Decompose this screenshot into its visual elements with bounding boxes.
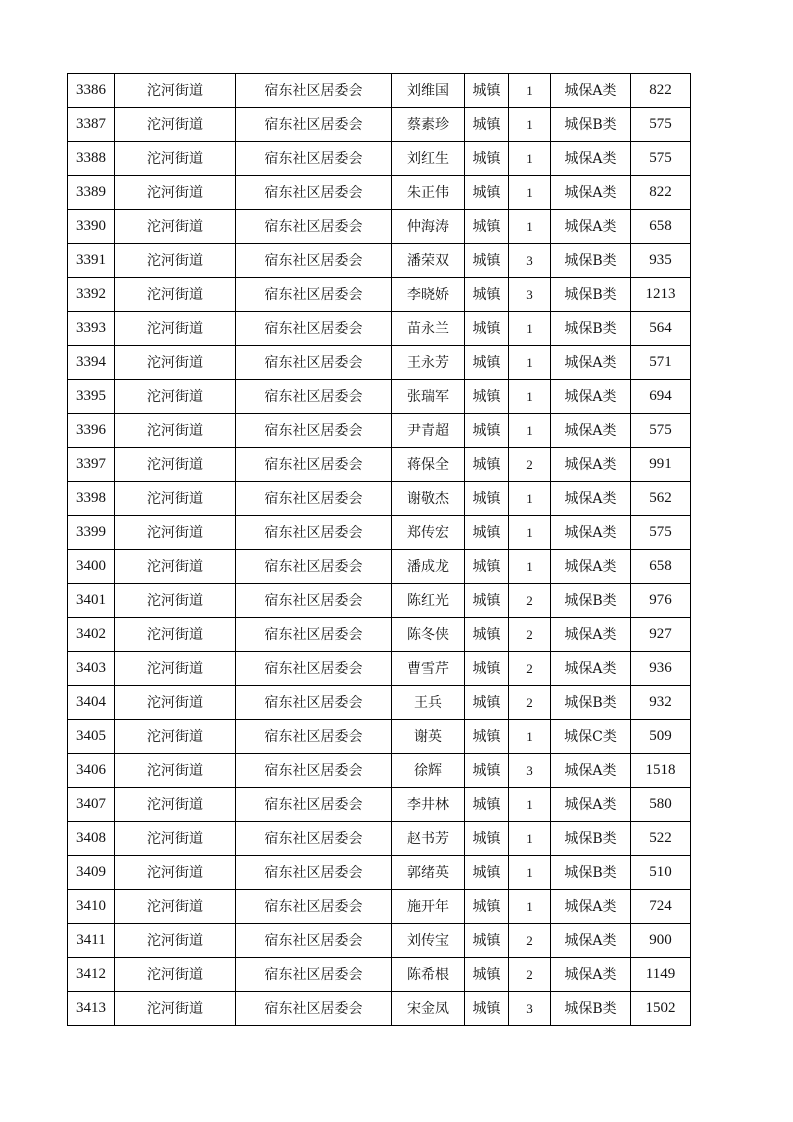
cell-area-type: 城镇	[465, 142, 509, 176]
cell-community: 宿东社区居委会	[236, 346, 392, 380]
cell-community: 宿东社区居委会	[236, 958, 392, 992]
cell-row-number: 3395	[68, 380, 115, 414]
cell-household-count: 1	[509, 108, 551, 142]
table-row	[68, 278, 691, 312]
cell-name: 李井林	[392, 788, 465, 822]
cell-household-count: 1	[509, 788, 551, 822]
cell-area-type: 城镇	[465, 210, 509, 244]
cell-category: 城保A类	[551, 958, 631, 992]
cell-street: 沱河街道	[115, 448, 236, 482]
cell-street: 沱河街道	[115, 74, 236, 108]
cell-community: 宿东社区居委会	[236, 74, 392, 108]
cell-community: 宿东社区居委会	[236, 584, 392, 618]
cell-row-number: 3411	[68, 924, 115, 958]
cell-row-number: 3402	[68, 618, 115, 652]
cell-community: 宿东社区居委会	[236, 788, 392, 822]
cell-household-count: 2	[509, 652, 551, 686]
cell-household-count: 2	[509, 924, 551, 958]
table-row	[68, 652, 691, 686]
cell-row-number: 3389	[68, 176, 115, 210]
cell-area-type: 城镇	[465, 550, 509, 584]
cell-amount: 976	[631, 584, 691, 618]
table-row	[68, 720, 691, 754]
cell-area-type: 城镇	[465, 482, 509, 516]
cell-category: 城保B类	[551, 686, 631, 720]
cell-category: 城保A类	[551, 550, 631, 584]
cell-amount: 580	[631, 788, 691, 822]
cell-amount: 575	[631, 142, 691, 176]
cell-category: 城保B类	[551, 244, 631, 278]
cell-amount: 935	[631, 244, 691, 278]
cell-category: 城保A类	[551, 380, 631, 414]
cell-community: 宿东社区居委会	[236, 686, 392, 720]
cell-community: 宿东社区居委会	[236, 516, 392, 550]
cell-area-type: 城镇	[465, 958, 509, 992]
cell-category: 城保A类	[551, 924, 631, 958]
cell-category: 城保A类	[551, 788, 631, 822]
cell-community: 宿东社区居委会	[236, 924, 392, 958]
cell-area-type: 城镇	[465, 176, 509, 210]
cell-row-number: 3405	[68, 720, 115, 754]
cell-category: 城保A类	[551, 516, 631, 550]
table-row	[68, 958, 691, 992]
cell-street: 沱河街道	[115, 550, 236, 584]
cell-name: 宋金凤	[392, 992, 465, 1026]
table-row	[68, 686, 691, 720]
cell-name: 蔡素珍	[392, 108, 465, 142]
cell-amount: 1518	[631, 754, 691, 788]
cell-street: 沱河街道	[115, 822, 236, 856]
cell-household-count: 1	[509, 312, 551, 346]
cell-amount: 658	[631, 550, 691, 584]
cell-row-number: 3404	[68, 686, 115, 720]
cell-name: 刘维国	[392, 74, 465, 108]
cell-household-count: 2	[509, 958, 551, 992]
table-row	[68, 584, 691, 618]
cell-area-type: 城镇	[465, 652, 509, 686]
cell-area-type: 城镇	[465, 244, 509, 278]
table-row	[68, 448, 691, 482]
cell-street: 沱河街道	[115, 482, 236, 516]
cell-category: 城保A类	[551, 142, 631, 176]
cell-household-count: 3	[509, 992, 551, 1026]
cell-street: 沱河街道	[115, 312, 236, 346]
cell-street: 沱河街道	[115, 142, 236, 176]
cell-category: 城保A类	[551, 414, 631, 448]
cell-name: 刘传宝	[392, 924, 465, 958]
cell-name: 仲海涛	[392, 210, 465, 244]
table-row	[68, 516, 691, 550]
cell-category: 城保A类	[551, 74, 631, 108]
cell-name: 赵书芳	[392, 822, 465, 856]
cell-household-count: 1	[509, 74, 551, 108]
cell-area-type: 城镇	[465, 380, 509, 414]
cell-street: 沱河街道	[115, 618, 236, 652]
cell-category: 城保A类	[551, 652, 631, 686]
cell-category: 城保C类	[551, 720, 631, 754]
cell-street: 沱河街道	[115, 414, 236, 448]
cell-community: 宿东社区居委会	[236, 550, 392, 584]
cell-category: 城保A类	[551, 754, 631, 788]
cell-category: 城保B类	[551, 584, 631, 618]
cell-community: 宿东社区居委会	[236, 754, 392, 788]
cell-row-number: 3410	[68, 890, 115, 924]
cell-amount: 694	[631, 380, 691, 414]
cell-community: 宿东社区居委会	[236, 176, 392, 210]
cell-street: 沱河街道	[115, 652, 236, 686]
cell-amount: 936	[631, 652, 691, 686]
table-row	[68, 992, 691, 1026]
cell-name: 谢敬杰	[392, 482, 465, 516]
cell-amount: 575	[631, 414, 691, 448]
cell-area-type: 城镇	[465, 618, 509, 652]
cell-street: 沱河街道	[115, 210, 236, 244]
cell-household-count: 1	[509, 176, 551, 210]
cell-name: 潘成龙	[392, 550, 465, 584]
cell-household-count: 1	[509, 482, 551, 516]
cell-name: 郑传宏	[392, 516, 465, 550]
cell-community: 宿东社区居委会	[236, 278, 392, 312]
cell-category: 城保A类	[551, 890, 631, 924]
cell-name: 施开年	[392, 890, 465, 924]
cell-street: 沱河街道	[115, 992, 236, 1026]
cell-amount: 510	[631, 856, 691, 890]
cell-category: 城保A类	[551, 448, 631, 482]
cell-row-number: 3407	[68, 788, 115, 822]
cell-amount: 927	[631, 618, 691, 652]
cell-community: 宿东社区居委会	[236, 890, 392, 924]
cell-category: 城保B类	[551, 856, 631, 890]
cell-row-number: 3391	[68, 244, 115, 278]
cell-row-number: 3386	[68, 74, 115, 108]
table-row	[68, 210, 691, 244]
cell-household-count: 2	[509, 584, 551, 618]
cell-category: 城保B类	[551, 992, 631, 1026]
cell-row-number: 3398	[68, 482, 115, 516]
cell-row-number: 3400	[68, 550, 115, 584]
table-row	[68, 924, 691, 958]
table-row	[68, 618, 691, 652]
cell-amount: 564	[631, 312, 691, 346]
cell-category: 城保A类	[551, 176, 631, 210]
cell-area-type: 城镇	[465, 788, 509, 822]
cell-household-count: 1	[509, 346, 551, 380]
cell-name: 陈希根	[392, 958, 465, 992]
cell-street: 沱河街道	[115, 924, 236, 958]
cell-household-count: 1	[509, 550, 551, 584]
cell-row-number: 3388	[68, 142, 115, 176]
cell-area-type: 城镇	[465, 890, 509, 924]
cell-name: 徐辉	[392, 754, 465, 788]
cell-household-count: 2	[509, 448, 551, 482]
cell-name: 陈冬侠	[392, 618, 465, 652]
table-row	[68, 482, 691, 516]
cell-name: 张瑞军	[392, 380, 465, 414]
cell-name: 曹雪芹	[392, 652, 465, 686]
cell-row-number: 3413	[68, 992, 115, 1026]
cell-row-number: 3390	[68, 210, 115, 244]
cell-community: 宿东社区居委会	[236, 142, 392, 176]
cell-area-type: 城镇	[465, 856, 509, 890]
cell-household-count: 2	[509, 618, 551, 652]
cell-amount: 991	[631, 448, 691, 482]
cell-amount: 822	[631, 74, 691, 108]
cell-community: 宿东社区居委会	[236, 244, 392, 278]
cell-amount: 575	[631, 516, 691, 550]
cell-area-type: 城镇	[465, 584, 509, 618]
cell-household-count: 3	[509, 754, 551, 788]
cell-row-number: 3408	[68, 822, 115, 856]
cell-area-type: 城镇	[465, 312, 509, 346]
cell-amount: 900	[631, 924, 691, 958]
cell-name: 郭绪英	[392, 856, 465, 890]
cell-community: 宿东社区居委会	[236, 380, 392, 414]
cell-area-type: 城镇	[465, 108, 509, 142]
cell-street: 沱河街道	[115, 516, 236, 550]
cell-name: 蒋保全	[392, 448, 465, 482]
cell-category: 城保A类	[551, 346, 631, 380]
cell-street: 沱河街道	[115, 890, 236, 924]
cell-amount: 571	[631, 346, 691, 380]
cell-community: 宿东社区居委会	[236, 108, 392, 142]
cell-name: 李晓娇	[392, 278, 465, 312]
cell-street: 沱河街道	[115, 346, 236, 380]
cell-amount: 932	[631, 686, 691, 720]
table-row	[68, 890, 691, 924]
cell-amount: 575	[631, 108, 691, 142]
cell-community: 宿东社区居委会	[236, 822, 392, 856]
cell-name: 苗永兰	[392, 312, 465, 346]
cell-area-type: 城镇	[465, 346, 509, 380]
table-row	[68, 788, 691, 822]
cell-area-type: 城镇	[465, 278, 509, 312]
cell-category: 城保A类	[551, 210, 631, 244]
cell-area-type: 城镇	[465, 822, 509, 856]
cell-row-number: 3397	[68, 448, 115, 482]
cell-row-number: 3412	[68, 958, 115, 992]
cell-community: 宿东社区居委会	[236, 312, 392, 346]
cell-household-count: 1	[509, 380, 551, 414]
cell-category: 城保B类	[551, 822, 631, 856]
table-body	[68, 74, 691, 1026]
cell-street: 沱河街道	[115, 958, 236, 992]
cell-area-type: 城镇	[465, 992, 509, 1026]
cell-street: 沱河街道	[115, 788, 236, 822]
cell-amount: 509	[631, 720, 691, 754]
cell-street: 沱河街道	[115, 720, 236, 754]
cell-street: 沱河街道	[115, 686, 236, 720]
table-row	[68, 414, 691, 448]
cell-area-type: 城镇	[465, 414, 509, 448]
cell-category: 城保B类	[551, 278, 631, 312]
cell-street: 沱河街道	[115, 380, 236, 414]
cell-row-number: 3403	[68, 652, 115, 686]
cell-amount: 658	[631, 210, 691, 244]
cell-household-count: 1	[509, 890, 551, 924]
cell-household-count: 1	[509, 210, 551, 244]
cell-household-count: 2	[509, 686, 551, 720]
cell-street: 沱河街道	[115, 754, 236, 788]
cell-area-type: 城镇	[465, 74, 509, 108]
cell-category: 城保A类	[551, 618, 631, 652]
table-row	[68, 244, 691, 278]
data-table	[67, 73, 691, 1026]
cell-household-count: 1	[509, 414, 551, 448]
table-row	[68, 856, 691, 890]
cell-row-number: 3406	[68, 754, 115, 788]
cell-community: 宿东社区居委会	[236, 652, 392, 686]
cell-amount: 724	[631, 890, 691, 924]
cell-category: 城保B类	[551, 312, 631, 346]
cell-name: 刘红生	[392, 142, 465, 176]
cell-area-type: 城镇	[465, 448, 509, 482]
cell-community: 宿东社区居委会	[236, 992, 392, 1026]
table-row	[68, 550, 691, 584]
cell-name: 朱正伟	[392, 176, 465, 210]
cell-household-count: 3	[509, 278, 551, 312]
table-row	[68, 380, 691, 414]
cell-category: 城保A类	[551, 482, 631, 516]
cell-name: 王永芳	[392, 346, 465, 380]
cell-amount: 522	[631, 822, 691, 856]
cell-community: 宿东社区居委会	[236, 856, 392, 890]
cell-community: 宿东社区居委会	[236, 210, 392, 244]
cell-name: 王兵	[392, 686, 465, 720]
cell-amount: 1213	[631, 278, 691, 312]
cell-household-count: 3	[509, 244, 551, 278]
cell-community: 宿东社区居委会	[236, 414, 392, 448]
cell-street: 沱河街道	[115, 278, 236, 312]
cell-amount: 1149	[631, 958, 691, 992]
table-row	[68, 822, 691, 856]
table-row	[68, 108, 691, 142]
cell-area-type: 城镇	[465, 720, 509, 754]
cell-area-type: 城镇	[465, 924, 509, 958]
cell-row-number: 3399	[68, 516, 115, 550]
cell-area-type: 城镇	[465, 686, 509, 720]
cell-community: 宿东社区居委会	[236, 720, 392, 754]
table-row	[68, 142, 691, 176]
cell-household-count: 1	[509, 822, 551, 856]
cell-row-number: 3387	[68, 108, 115, 142]
cell-name: 陈红光	[392, 584, 465, 618]
table-row	[68, 74, 691, 108]
cell-community: 宿东社区居委会	[236, 482, 392, 516]
cell-area-type: 城镇	[465, 516, 509, 550]
cell-name: 谢英	[392, 720, 465, 754]
table-row	[68, 176, 691, 210]
cell-row-number: 3401	[68, 584, 115, 618]
cell-amount: 822	[631, 176, 691, 210]
cell-street: 沱河街道	[115, 108, 236, 142]
cell-amount: 1502	[631, 992, 691, 1026]
cell-household-count: 1	[509, 856, 551, 890]
cell-household-count: 1	[509, 516, 551, 550]
cell-row-number: 3409	[68, 856, 115, 890]
cell-community: 宿东社区居委会	[236, 448, 392, 482]
cell-row-number: 3392	[68, 278, 115, 312]
cell-community: 宿东社区居委会	[236, 618, 392, 652]
cell-name: 潘荣双	[392, 244, 465, 278]
table-row	[68, 312, 691, 346]
cell-household-count: 1	[509, 142, 551, 176]
cell-street: 沱河街道	[115, 584, 236, 618]
table-row	[68, 346, 691, 380]
cell-street: 沱河街道	[115, 176, 236, 210]
cell-area-type: 城镇	[465, 754, 509, 788]
cell-street: 沱河街道	[115, 244, 236, 278]
cell-street: 沱河街道	[115, 856, 236, 890]
cell-category: 城保B类	[551, 108, 631, 142]
cell-name: 尹青超	[392, 414, 465, 448]
cell-amount: 562	[631, 482, 691, 516]
cell-row-number: 3393	[68, 312, 115, 346]
cell-row-number: 3394	[68, 346, 115, 380]
cell-household-count: 1	[509, 720, 551, 754]
cell-row-number: 3396	[68, 414, 115, 448]
table-row	[68, 754, 691, 788]
